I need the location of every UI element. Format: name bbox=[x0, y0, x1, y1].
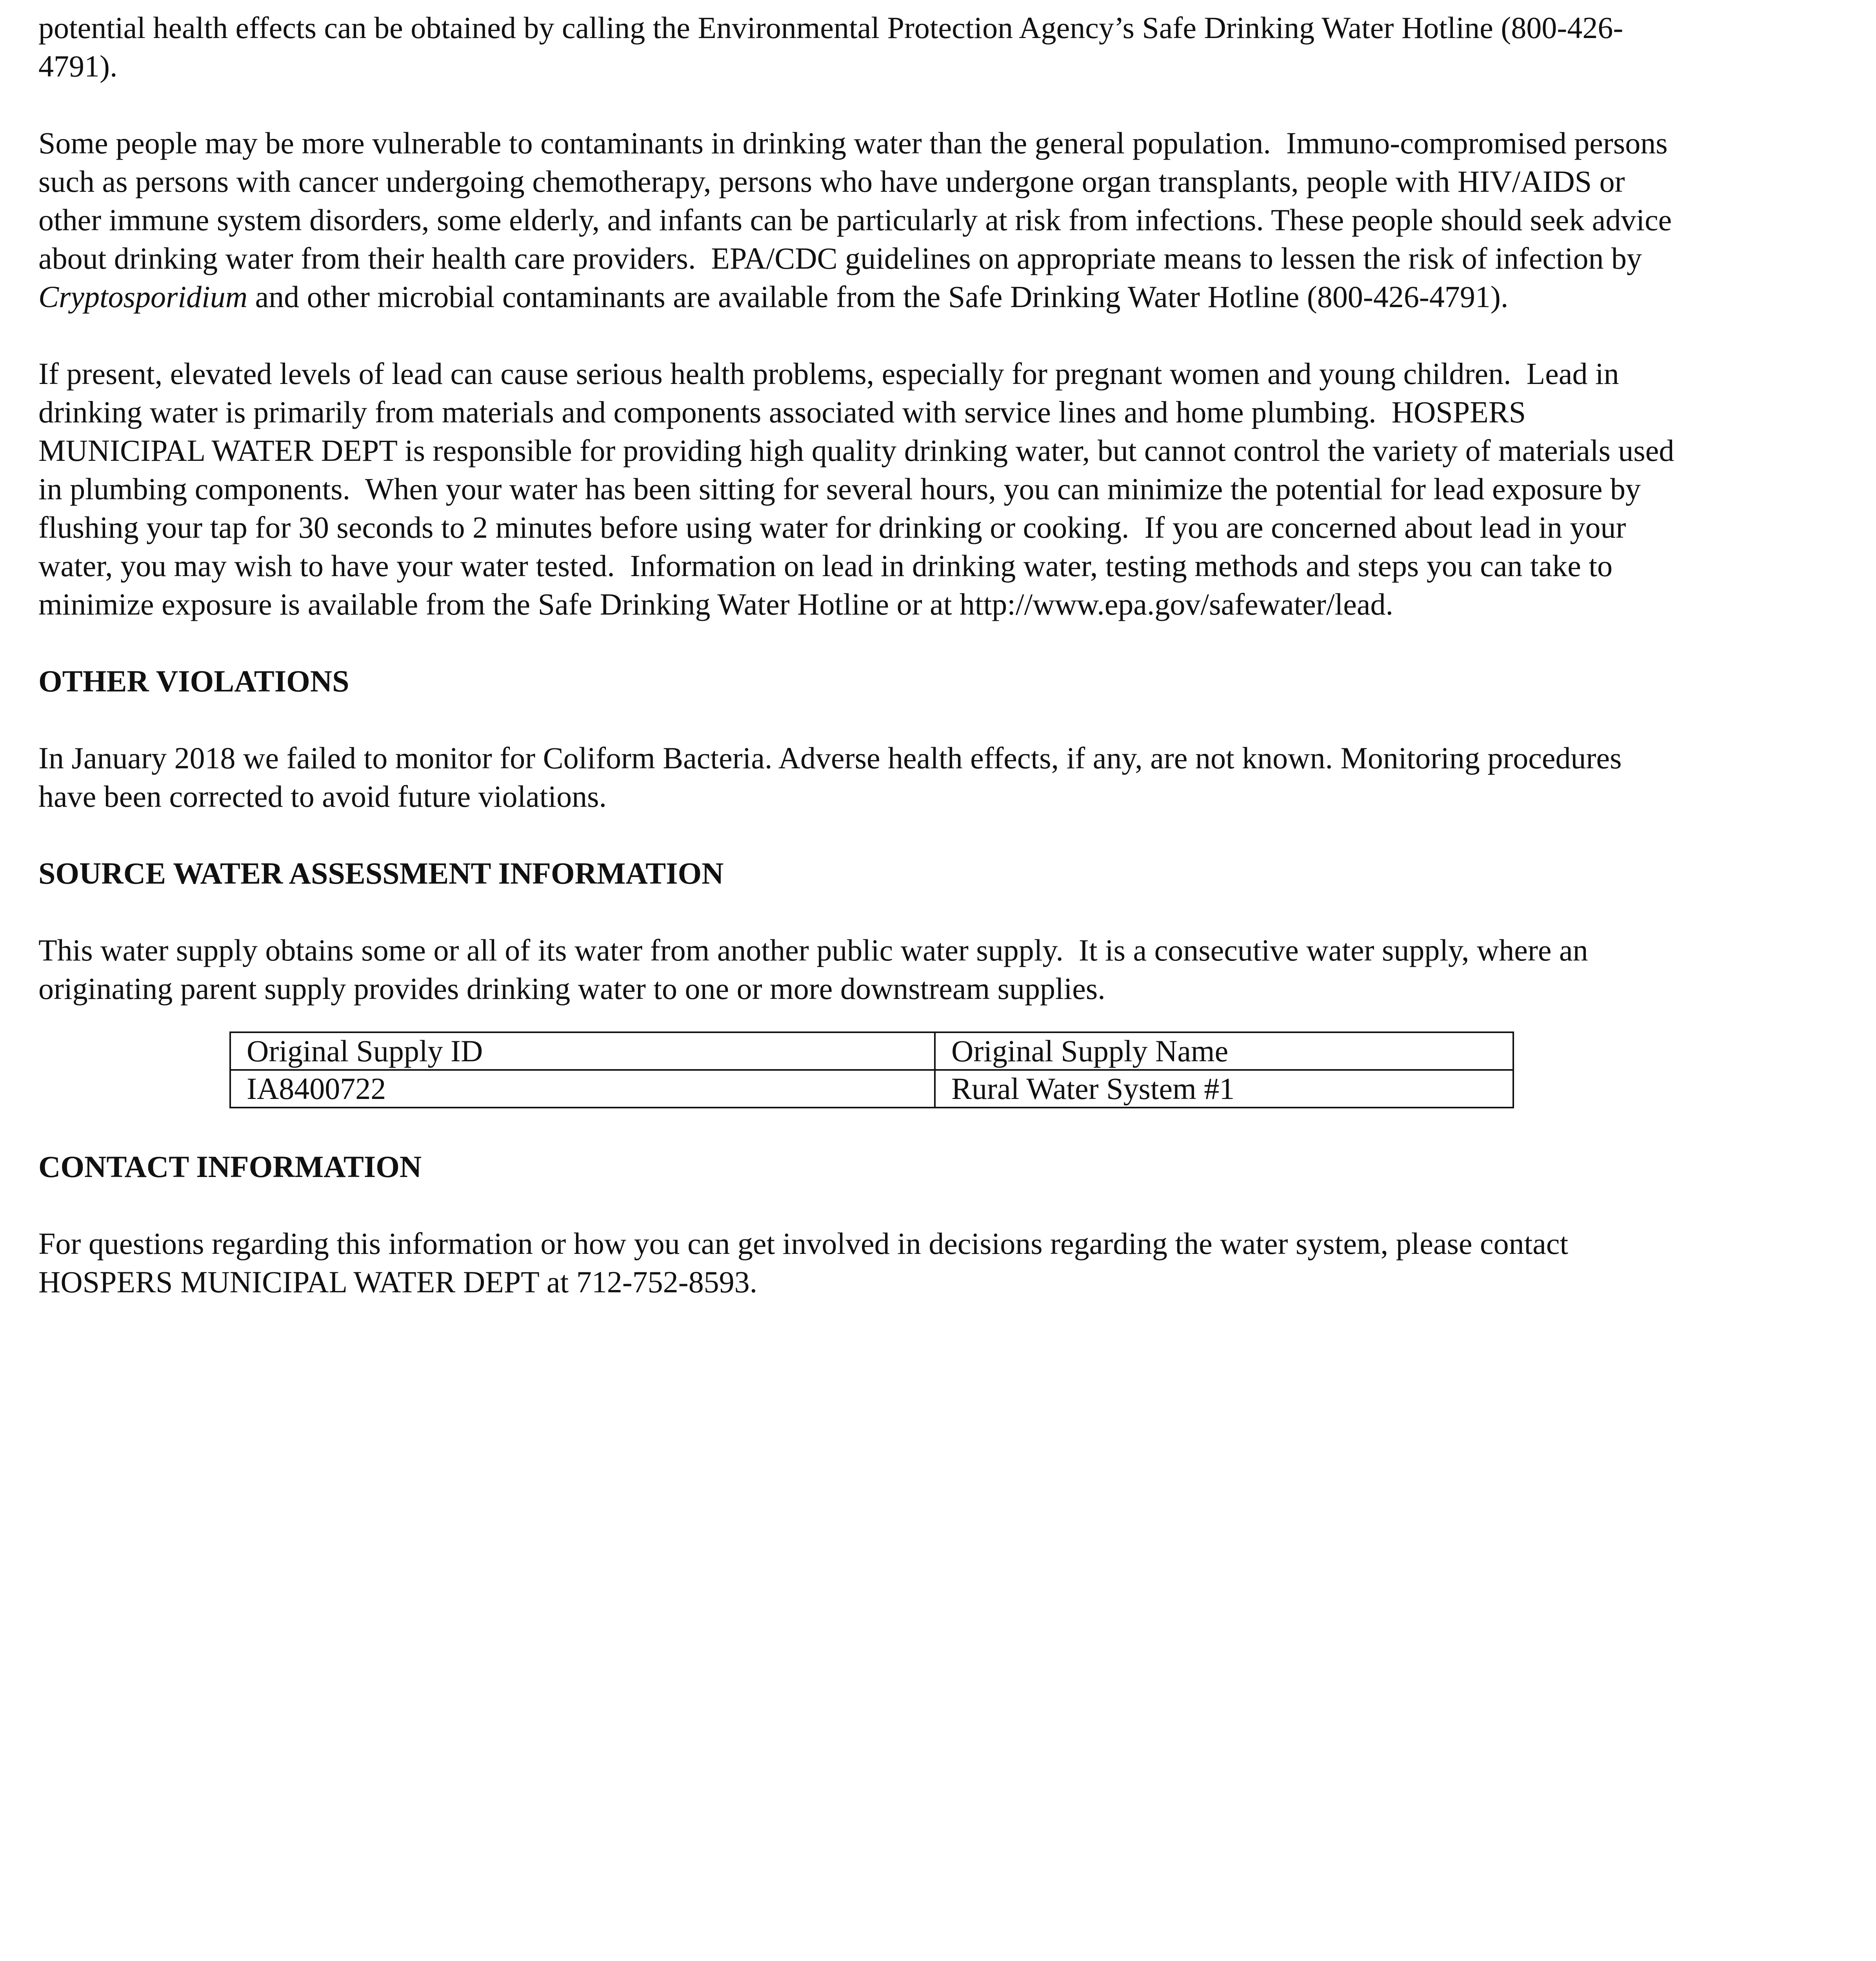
text-line bbox=[38, 278, 1850, 316]
text-line: 4791). bbox=[38, 49, 118, 83]
text-line: In January 2018 we failed to monitor for Coliform Bacteria. Adverse health effects, if any, are not known. Monitoring procedures bbox=[38, 741, 1622, 775]
text-line: water, you may wish to have your water tested. Information on lead in drinking water, testing methods and steps you can take to bbox=[38, 549, 1613, 583]
text-line: drinking water is primarily from materials and components associated with service lines and home plumbing. HOSPERS bbox=[38, 395, 1526, 429]
text-line: This water supply obtains some or all of its water from another public water supply. It is a consecutive water supply, where an bbox=[38, 933, 1588, 967]
text-line: about drinking water from their health care providers. EPA/CDC guidelines on appropriate means to lessen the risk of infection by bbox=[38, 241, 1642, 275]
text-line: If present, elevated levels of lead can cause serious health problems, especially for pregnant women and young children. Lead in bbox=[38, 357, 1619, 391]
table-row bbox=[230, 1070, 1513, 1108]
section-heading-other-violations: OTHER VIOLATIONS bbox=[38, 664, 349, 698]
page-content bbox=[38, 9, 1850, 1301]
table-header-row bbox=[230, 1032, 1513, 1070]
section-heading-source-water: SOURCE WATER ASSESSMENT INFORMATION bbox=[38, 856, 724, 890]
section-heading-contact: CONTACT INFORMATION bbox=[38, 1150, 422, 1184]
text-line: originating parent supply provides drinking water to one or more downstream supplies. bbox=[38, 971, 1105, 1006]
text-line: Some people may be more vulnerable to contaminants in drinking water than the general population. Immuno-compromised persons bbox=[38, 126, 1668, 160]
text-line: have been corrected to avoid future violations. bbox=[38, 779, 607, 813]
text-line: MUNICIPAL WATER DEPT is responsible for providing high quality drinking water, but cannot control the variety of materials used bbox=[38, 433, 1674, 468]
text-line: HOSPERS MUNICIPAL WATER DEPT at 712-752-8593. bbox=[38, 1265, 758, 1299]
table-header-cell: Original Supply ID bbox=[230, 1032, 935, 1070]
table-header-cell: Original Supply Name bbox=[935, 1032, 1513, 1070]
text-line: in plumbing components. When your water has been sitting for several hours, you can minimize the potential for lead exposure by bbox=[38, 472, 1641, 506]
supply-table bbox=[229, 1031, 1514, 1108]
text-line: such as persons with cancer undergoing chemotherapy, persons who have undergone organ transplants, people with HIV/AIDS or bbox=[38, 164, 1625, 198]
table-cell: Rural Water System #1 bbox=[935, 1070, 1513, 1108]
text-span: and other microbial contaminants are available from the Safe Drinking Water Hotline (800-426-4791). bbox=[247, 280, 1509, 314]
text-line: flushing your tap for 30 seconds to 2 minutes before using water for drinking or cooking. If you are concerned about lead in your bbox=[38, 510, 1626, 544]
table-cell: IA8400722 bbox=[230, 1070, 935, 1108]
text-line: potential health effects can be obtained by calling the Environmental Protection Agency’s Safe Drinking Water Hotline (800-426- bbox=[38, 11, 1623, 45]
italic-term: Cryptosporidium bbox=[38, 280, 248, 314]
text-line: minimize exposure is available from the Safe Drinking Water Hotline or at http://www.epa.gov/safewater/lead. bbox=[38, 587, 1393, 621]
text-line: other immune system disorders, some elderly, and infants can be particularly at risk from infections. These people should seek advice bbox=[38, 203, 1672, 237]
text-line: For questions regarding this information or how you can get involved in decisions regarding the water system, please contact bbox=[38, 1226, 1569, 1261]
